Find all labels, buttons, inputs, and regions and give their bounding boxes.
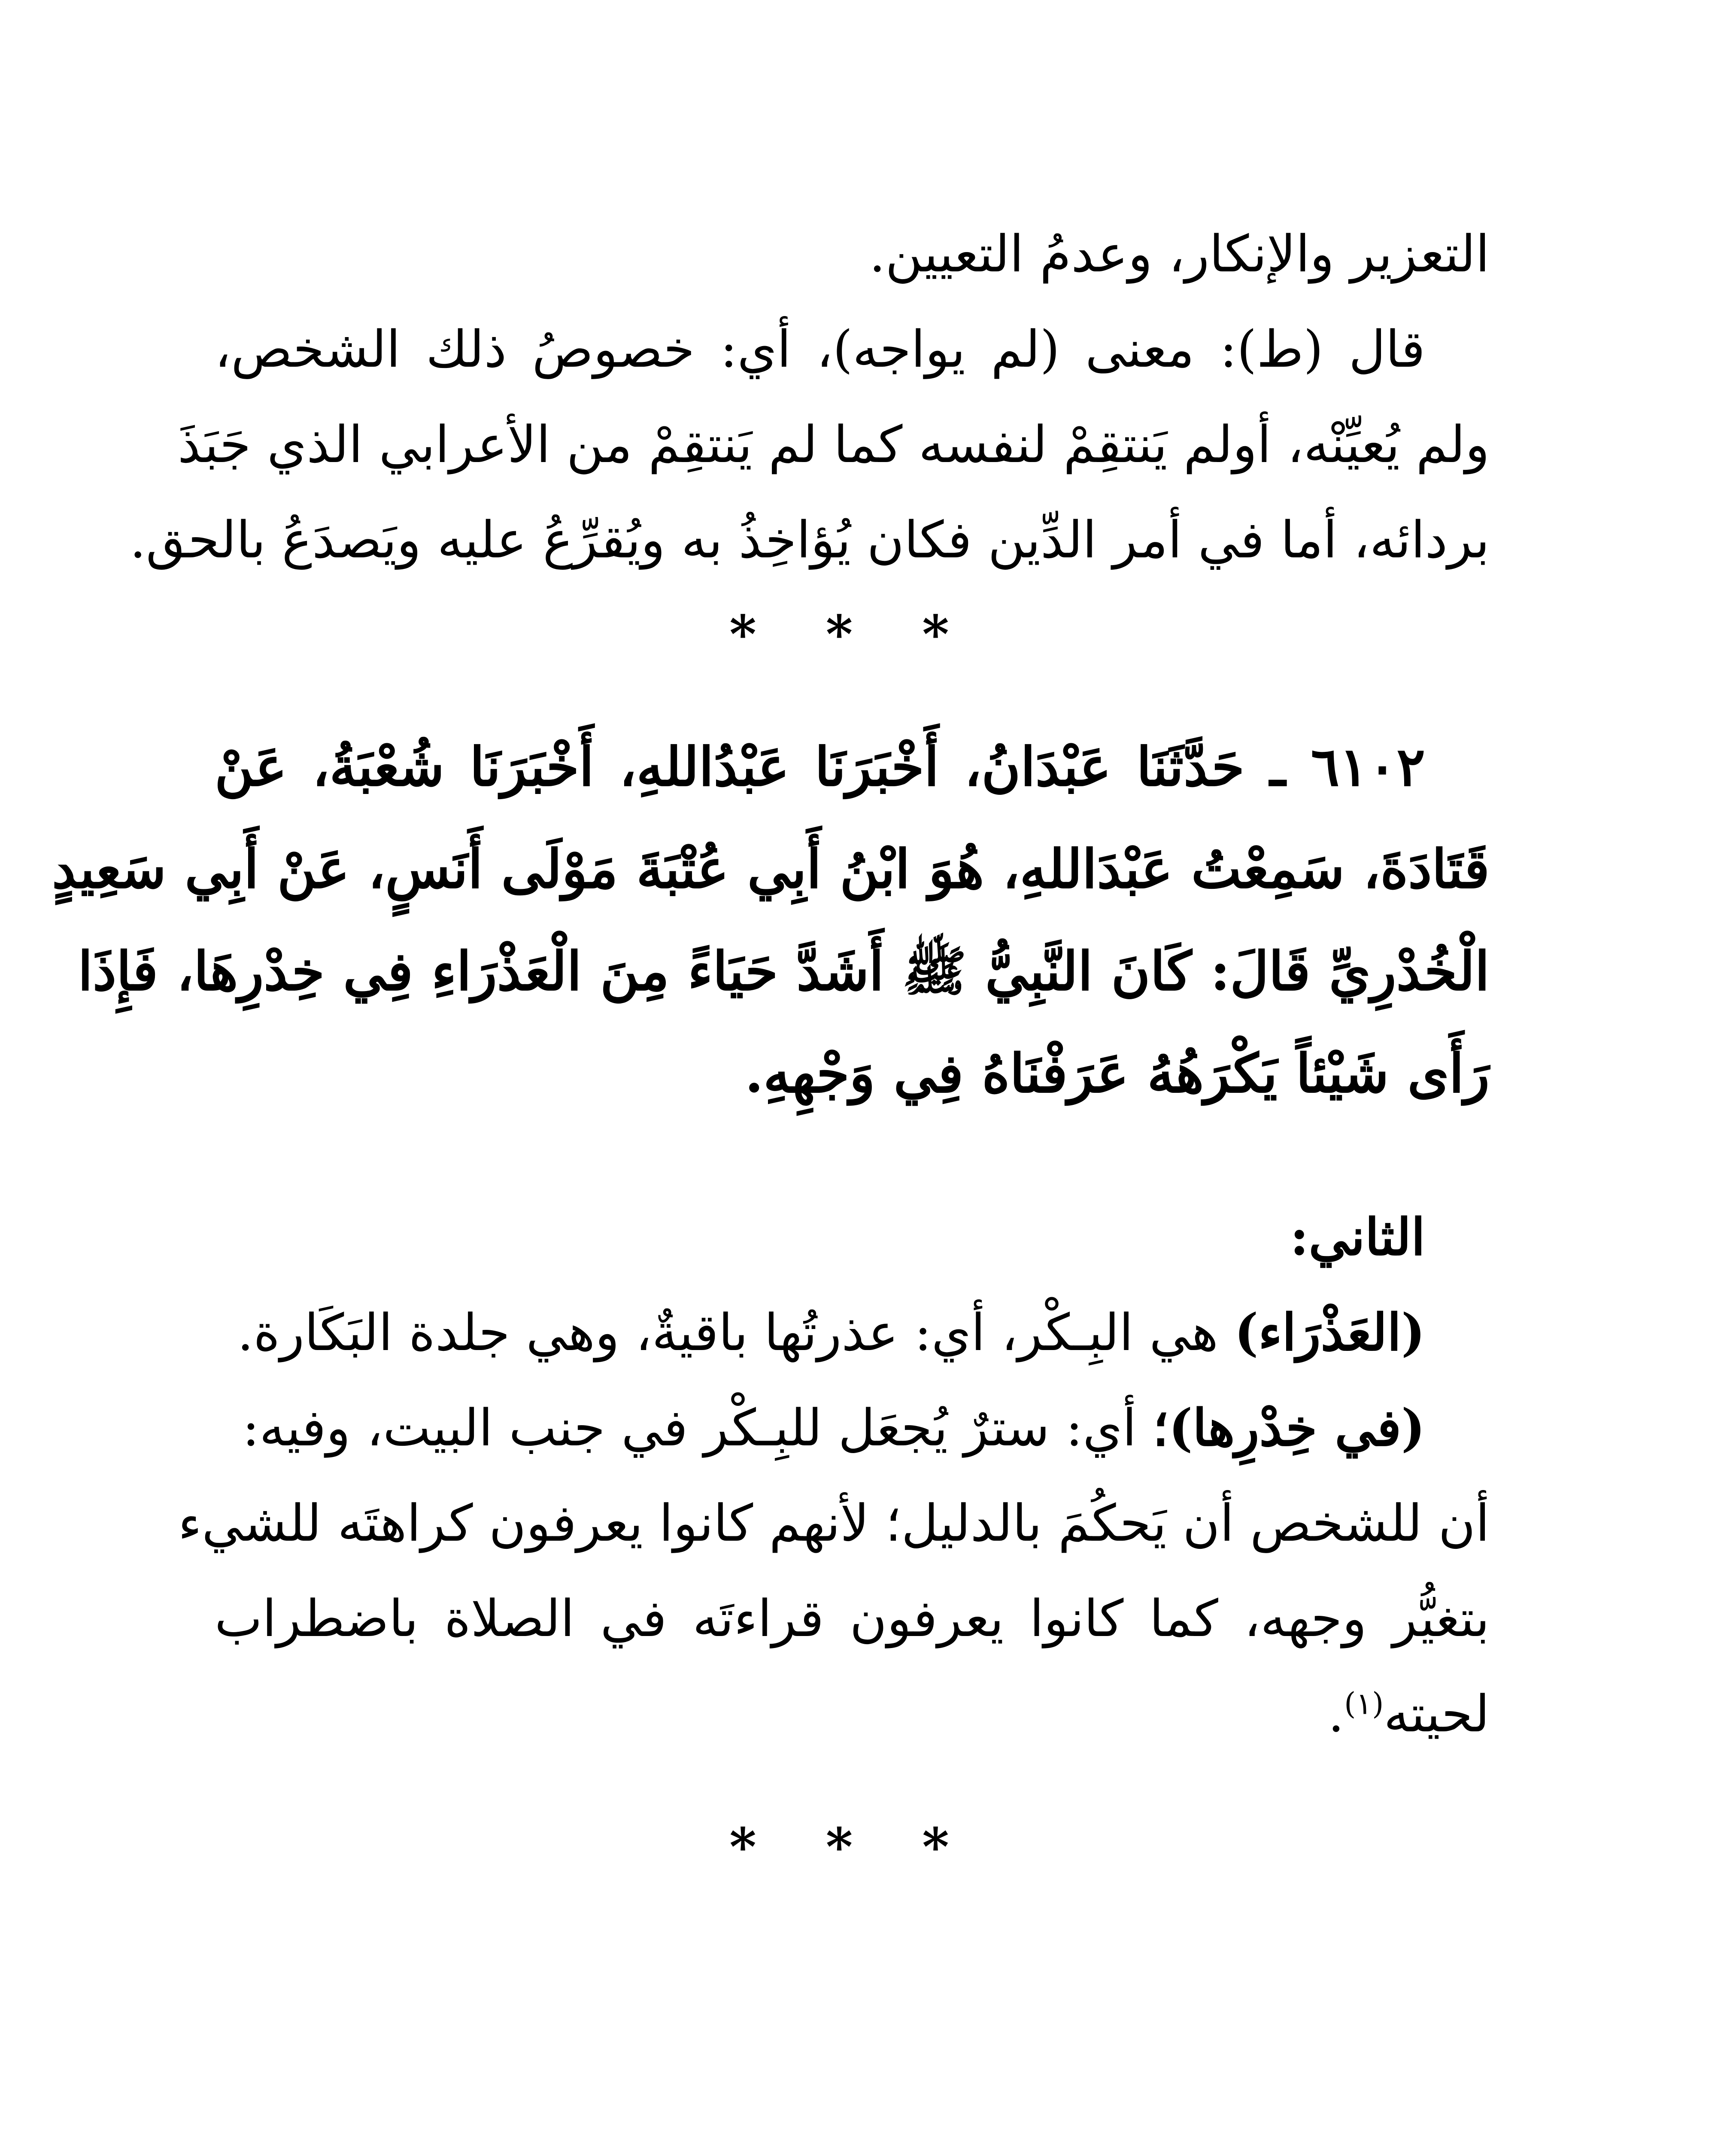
section-separator: * * * [729,604,975,665]
text-line: بتغيُّر وجهه، كما كانوا يعرفون قراءتَه في الصلاة باضطراب [215,1589,1490,1648]
section-separator: * * * [729,1817,975,1877]
text-line: التعزير والإنكار، وعدمُ التعيين. [869,224,1490,283]
text-line: بردائه، أما في أمر الدِّين فكان يُؤاخِذُ به ويُقرِّعُ عليه ويَصدَعُ بالحق. [130,510,1490,569]
term-label: (العَذْرَاء) [1234,1302,1425,1362]
hadith-line: الْخُدْرِيِّ قَالَ: كَانَ النَّبِيُّ ﷺ أَشَدَّ حَيَاءً مِنَ الْعَذْرَاءِ فِي خِدْرِهَا، فَإِذَا [78,940,1490,1003]
term-definition: أي: سترٌ يُجعَل للبِـكْر في جنب البيت، وفيه: [242,1398,1137,1457]
footnote-reference: (١) [1344,1686,1384,1721]
hadith-text [52,716,1490,1125]
commentary-term-line [215,1285,1490,1380]
text-line: أن للشخص أن يَحكُمَ بالدليل؛ لأنهم كانوا يعرفون كراهتَه للشيء [178,1493,1490,1553]
hadith-line: قَتَادَةَ، سَمِعْتُ عَبْدَاللهِ، هُوَ ابْنُ أَبِي عُتْبَةَ مَوْلَى أَنَسٍ، عَنْ أَبِي سَعِيدٍ [52,838,1490,900]
commentary-heading: الثاني: [1290,1207,1425,1267]
text-fragment: لحيته [1384,1684,1490,1743]
hadith-line: رَأَى شَيْئاً يَكْرَهُهُ عَرَفْنَاهُ فِي وَجْهِهِ. [745,1043,1490,1105]
text-line [215,1666,1490,1761]
term-definition: هي البِـكْر، أي: عذرتُها باقيةٌ، وهي جلدة البَكَارة. [237,1303,1218,1362]
paragraph-commentary-t [130,301,1490,587]
text-fragment: . [1328,1684,1344,1743]
text-line: ولم يُعيِّنْه، أولم يَنتقِمْ لنفسه كما لم يَنتقِمْ من الأعرابي الذي جَبَذَ [178,415,1490,474]
document-page [52,206,1490,2147]
text-line: قال (ط): معنى (لم يواجه)، أي: خصوصُ ذلك الشخص، [215,319,1425,379]
term-label: (في خِدْرِها)؛ [1152,1398,1425,1457]
paragraph-end [215,206,1490,301]
hadith-line: ٦١٠٢ ـ حَدَّثَنَا عَبْدَانُ، أَخْبَرَنَا عَبْدُاللهِ، أَخْبَرَنَا شُعْبَةُ، عَنْ [215,736,1425,798]
commentary-term-line [215,1380,1490,1475]
